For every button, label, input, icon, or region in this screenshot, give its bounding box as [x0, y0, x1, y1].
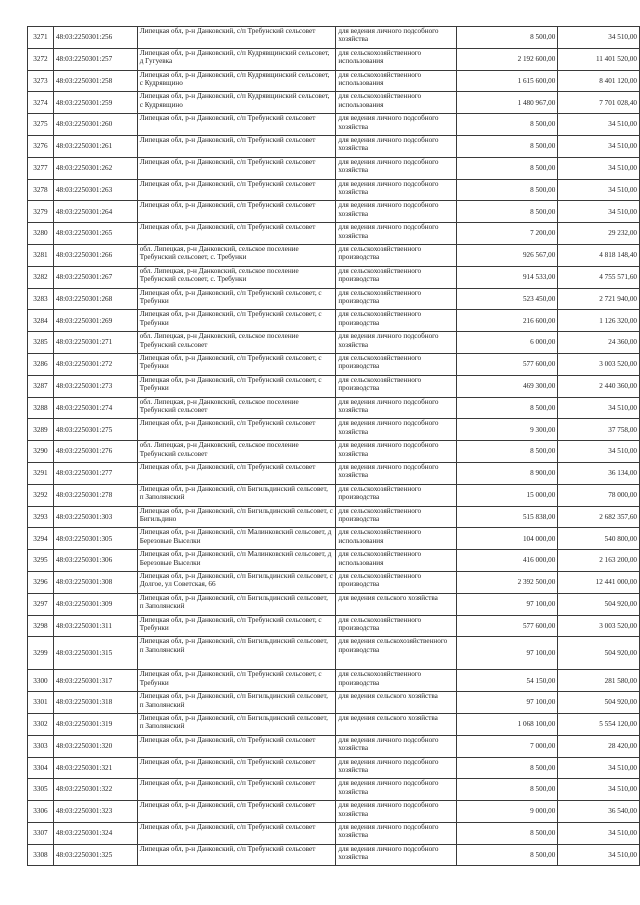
- address-cell: Липецкая обл, р-н Данковский, с/п Требунский сельсовет: [137, 201, 336, 223]
- row-number: 3302: [28, 713, 54, 735]
- area-cell: 7 200,00: [456, 223, 557, 245]
- table-row: [28, 757, 640, 779]
- area-cell: 1 068 100,00: [456, 713, 557, 735]
- address-cell: Липецкая обл, р-н Данковский, с/п Малинковский сельсовет, д Березовые Выселки: [137, 528, 336, 550]
- row-number: 3292: [28, 484, 54, 506]
- cadastral-cost-cell: 4 818 148,40: [558, 244, 640, 266]
- cadastral-cost-cell: 2 721 940,00: [558, 288, 640, 310]
- address-cell: Липецкая обл, р-н Данковский, с/п Требунский сельсовет: [137, 822, 336, 844]
- cadastral-cost-cell: 2 163 200,00: [558, 550, 640, 572]
- permitted-use-cell: для ведения личного подсобного хозяйства: [336, 757, 457, 779]
- cadastral-cost-cell: 7 701 028,40: [558, 92, 640, 114]
- row-number: 3283: [28, 288, 54, 310]
- table-body: [28, 27, 640, 866]
- table-row: [28, 822, 640, 844]
- cadastral-cost-cell: 12 441 000,00: [558, 571, 640, 593]
- table-row: [28, 670, 640, 692]
- table-row: [28, 593, 640, 615]
- permitted-use-cell: для ведения личного подсобного хозяйства: [336, 419, 457, 441]
- permitted-use-cell: для сельскохозяйственного производства: [336, 571, 457, 593]
- area-cell: 8 500,00: [456, 201, 557, 223]
- address-cell: обл. Липецкая, р-н Данковский, сельское поселение Требунский сельсовет: [137, 397, 336, 419]
- permitted-use-cell: для сельскохозяйственного производства: [336, 484, 457, 506]
- row-number: 3281: [28, 244, 54, 266]
- area-cell: 104 000,00: [456, 528, 557, 550]
- address-cell: Липецкая обл, р-н Данковский, с/п Бигильдинский сельсовет, с Долгое, ул Советская, 66: [137, 571, 336, 593]
- permitted-use-cell: для сельскохозяйственного производства: [336, 615, 457, 637]
- cadastral-number: 48:03:2250301:318: [53, 692, 137, 714]
- cadastral-cost-cell: 8 401 120,00: [558, 70, 640, 92]
- cadastral-cost-cell: 28 420,00: [558, 735, 640, 757]
- cadastral-cost-cell: 34 510,00: [558, 114, 640, 136]
- row-number: 3296: [28, 571, 54, 593]
- area-cell: 8 500,00: [456, 757, 557, 779]
- table-row: [28, 332, 640, 354]
- cadastral-number: 48:03:2250301:268: [53, 288, 137, 310]
- cadastral-number: 48:03:2250301:273: [53, 375, 137, 397]
- address-cell: Липецкая обл, р-н Данковский, с/п Требунский сельсовет: [137, 779, 336, 801]
- cadastral-number: 48:03:2250301:303: [53, 506, 137, 528]
- address-cell: Липецкая обл, р-н Данковский, с/п Требунский сельсовет: [137, 801, 336, 823]
- table-row: [28, 70, 640, 92]
- permitted-use-cell: для сельскохозяйственного использования: [336, 528, 457, 550]
- permitted-use-cell: для ведения личного подсобного хозяйства: [336, 735, 457, 757]
- row-number: 3272: [28, 48, 54, 70]
- row-number: 3289: [28, 419, 54, 441]
- table-row: [28, 92, 640, 114]
- area-cell: 416 000,00: [456, 550, 557, 572]
- address-cell: Липецкая обл, р-н Данковский, с/п Требунский сельсовет: [137, 223, 336, 245]
- address-cell: Липецкая обл, р-н Данковский, с/п Требунский сельсовет, с Требунки: [137, 670, 336, 692]
- cadastral-cost-cell: 504 920,00: [558, 692, 640, 714]
- area-cell: 926 567,00: [456, 244, 557, 266]
- table-row: [28, 550, 640, 572]
- permitted-use-cell: для сельскохозяйственного производства: [336, 353, 457, 375]
- row-number: 3308: [28, 844, 54, 866]
- cadastral-number: 48:03:2250301:305: [53, 528, 137, 550]
- cadastral-number: 48:03:2250301:260: [53, 114, 137, 136]
- area-cell: 8 500,00: [456, 157, 557, 179]
- cadastral-cost-cell: 11 401 520,00: [558, 48, 640, 70]
- permitted-use-cell: для ведения личного подсобного хозяйства: [336, 332, 457, 354]
- cadastral-cost-cell: 34 510,00: [558, 397, 640, 419]
- permitted-use-cell: для ведения личного подсобного хозяйства: [336, 223, 457, 245]
- cadastral-number: 48:03:2250301:265: [53, 223, 137, 245]
- table-row: [28, 484, 640, 506]
- permitted-use-cell: для сельскохозяйственного производства: [336, 506, 457, 528]
- cadastral-number: 48:03:2250301:261: [53, 135, 137, 157]
- cadastral-cost-cell: 34 510,00: [558, 441, 640, 463]
- permitted-use-cell: для сельскохозяйственного производства: [336, 670, 457, 692]
- cadastral-number: 48:03:2250301:321: [53, 757, 137, 779]
- area-cell: 469 300,00: [456, 375, 557, 397]
- address-cell: обл. Липецкая, р-н Данковский, сельское поселение Требунский сельсовет: [137, 332, 336, 354]
- cadastral-cost-cell: 34 510,00: [558, 757, 640, 779]
- row-number: 3273: [28, 70, 54, 92]
- cadastral-number: 48:03:2250301:259: [53, 92, 137, 114]
- area-cell: 8 500,00: [456, 822, 557, 844]
- table-row: [28, 310, 640, 332]
- area-cell: 1 615 600,00: [456, 70, 557, 92]
- table-row: [28, 223, 640, 245]
- address-cell: Липецкая обл, р-н Данковский, с/п Требунский сельсовет: [137, 757, 336, 779]
- permitted-use-cell: для ведения личного подсобного хозяйства: [336, 157, 457, 179]
- permitted-use-cell: для ведения сельского хозяйства: [336, 713, 457, 735]
- cadastral-number: 48:03:2250301:324: [53, 822, 137, 844]
- table-row: [28, 114, 640, 136]
- cadastral-number: 48:03:2250301:263: [53, 179, 137, 201]
- cadastral-cost-cell: 504 920,00: [558, 593, 640, 615]
- cadastral-number: 48:03:2250301:271: [53, 332, 137, 354]
- cadastral-cost-cell: 34 510,00: [558, 135, 640, 157]
- cadastral-cost-cell: 34 510,00: [558, 27, 640, 49]
- area-cell: 8 500,00: [456, 441, 557, 463]
- cadastral-number: 48:03:2250301:258: [53, 70, 137, 92]
- area-cell: 15 000,00: [456, 484, 557, 506]
- cadastral-cost-cell: 36 134,00: [558, 462, 640, 484]
- cadastral-cost-cell: 281 580,00: [558, 670, 640, 692]
- permitted-use-cell: для ведения личного подсобного хозяйства: [336, 779, 457, 801]
- cadastral-cost-cell: 34 510,00: [558, 201, 640, 223]
- cadastral-number: 48:03:2250301:269: [53, 310, 137, 332]
- row-number: 3305: [28, 779, 54, 801]
- cadastral-number: 48:03:2250301:325: [53, 844, 137, 866]
- cadastral-number: 48:03:2250301:275: [53, 419, 137, 441]
- address-cell: Липецкая обл, р-н Данковский, с/п Требунский сельсовет, с Требунки: [137, 615, 336, 637]
- cadastral-number: 48:03:2250301:320: [53, 735, 137, 757]
- area-cell: 8 500,00: [456, 179, 557, 201]
- cadastral-cost-cell: 504 920,00: [558, 637, 640, 670]
- cadastral-cost-cell: 29 232,00: [558, 223, 640, 245]
- cadastral-cost-cell: 24 360,00: [558, 332, 640, 354]
- address-cell: Липецкая обл, р-н Данковский, с/п Малинковский сельсовет, д Березовые Выселки: [137, 550, 336, 572]
- address-cell: Липецкая обл, р-н Данковский, с/п Требунский сельсовет, с Требунки: [137, 288, 336, 310]
- row-number: 3299: [28, 637, 54, 670]
- address-cell: Липецкая обл, р-н Данковский, с/п Требунский сельсовет: [137, 135, 336, 157]
- permitted-use-cell: для сельскохозяйственного производства: [336, 266, 457, 288]
- cadastral-number: 48:03:2250301:309: [53, 593, 137, 615]
- table-row: [28, 506, 640, 528]
- area-cell: 2 192 600,00: [456, 48, 557, 70]
- table-row: [28, 375, 640, 397]
- cadastral-number: 48:03:2250301:264: [53, 201, 137, 223]
- row-number: 3279: [28, 201, 54, 223]
- table-row: [28, 266, 640, 288]
- address-cell: Липецкая обл, р-н Данковский, с/п Требунский сельсовет: [137, 114, 336, 136]
- row-number: 3301: [28, 692, 54, 714]
- address-cell: Липецкая обл, р-н Данковский, с/п Требунский сельсовет, с Требунки: [137, 353, 336, 375]
- table-row: [28, 615, 640, 637]
- table-row: [28, 353, 640, 375]
- row-number: 3285: [28, 332, 54, 354]
- permitted-use-cell: для ведения сельского хозяйства: [336, 593, 457, 615]
- address-cell: обл. Липецкая, р-н Данковский, сельское поселение Требунский сельсовет: [137, 441, 336, 463]
- cadastral-cost-cell: 2 682 357,60: [558, 506, 640, 528]
- cadastral-cost-cell: 3 003 520,00: [558, 353, 640, 375]
- cadastral-number: 48:03:2250301:272: [53, 353, 137, 375]
- row-number: 3282: [28, 266, 54, 288]
- row-number: 3286: [28, 353, 54, 375]
- row-number: 3275: [28, 114, 54, 136]
- table-row: [28, 713, 640, 735]
- table-row: [28, 135, 640, 157]
- cadastral-number: 48:03:2250301:278: [53, 484, 137, 506]
- cadastral-number: 48:03:2250301:319: [53, 713, 137, 735]
- cadastral-number: 48:03:2250301:315: [53, 637, 137, 670]
- cadastral-cost-cell: 1 126 320,00: [558, 310, 640, 332]
- row-number: 3295: [28, 550, 54, 572]
- address-cell: Липецкая обл, р-н Данковский, с/п Бигильдинский сельсовет, с Бигильдино: [137, 506, 336, 528]
- permitted-use-cell: для ведения личного подсобного хозяйства: [336, 135, 457, 157]
- area-cell: 9 000,00: [456, 801, 557, 823]
- area-cell: 7 000,00: [456, 735, 557, 757]
- row-number: 3278: [28, 179, 54, 201]
- row-number: 3293: [28, 506, 54, 528]
- permitted-use-cell: для сельскохозяйственного использования: [336, 92, 457, 114]
- cadastral-number: 48:03:2250301:322: [53, 779, 137, 801]
- row-number: 3294: [28, 528, 54, 550]
- row-number: 3306: [28, 801, 54, 823]
- row-number: 3277: [28, 157, 54, 179]
- permitted-use-cell: для ведения личного подсобного хозяйства: [336, 201, 457, 223]
- table-row: [28, 441, 640, 463]
- cadastral-number: 48:03:2250301:266: [53, 244, 137, 266]
- table-row: [28, 397, 640, 419]
- area-cell: 6 000,00: [456, 332, 557, 354]
- address-cell: Липецкая обл, р-н Данковский, с/п Требунский сельсовет: [137, 462, 336, 484]
- cadastral-cost-cell: 34 510,00: [558, 844, 640, 866]
- permitted-use-cell: для ведения личного подсобного хозяйства: [336, 822, 457, 844]
- address-cell: Липецкая обл, р-н Данковский, с/п Требунский сельсовет: [137, 844, 336, 866]
- cadastral-cost-cell: 34 510,00: [558, 157, 640, 179]
- area-cell: 8 500,00: [456, 397, 557, 419]
- row-number: 3290: [28, 441, 54, 463]
- address-cell: Липецкая обл, р-н Данковский, с/п Требунский сельсовет: [137, 157, 336, 179]
- row-number: 3274: [28, 92, 54, 114]
- table-row: [28, 735, 640, 757]
- area-cell: 577 600,00: [456, 353, 557, 375]
- area-cell: 914 533,00: [456, 266, 557, 288]
- address-cell: Липецкая обл, р-н Данковский, с/п Требунский сельсовет, с Требунки: [137, 310, 336, 332]
- permitted-use-cell: для ведения сельскохозяйственного производства: [336, 637, 457, 670]
- permitted-use-cell: для сельскохозяйственного производства: [336, 375, 457, 397]
- cadastral-cost-cell: 36 540,00: [558, 801, 640, 823]
- row-number: 3276: [28, 135, 54, 157]
- area-cell: 2 392 500,00: [456, 571, 557, 593]
- address-cell: Липецкая обл, р-н Данковский, с/п Кудрявщинский сельсовет, с Кудрявщино: [137, 92, 336, 114]
- area-cell: 515 838,00: [456, 506, 557, 528]
- address-cell: Липецкая обл, р-н Данковский, с/п Кудрявщинский сельсовет, с Кудрявщино: [137, 70, 336, 92]
- permitted-use-cell: для ведения личного подсобного хозяйства: [336, 179, 457, 201]
- permitted-use-cell: для сельскохозяйственного производства: [336, 310, 457, 332]
- cadastral-cost-cell: 2 440 360,00: [558, 375, 640, 397]
- table-row: [28, 779, 640, 801]
- row-number: 3300: [28, 670, 54, 692]
- row-number: 3284: [28, 310, 54, 332]
- permitted-use-cell: для сельскохозяйственного использования: [336, 48, 457, 70]
- cadastral-number: 48:03:2250301:257: [53, 48, 137, 70]
- address-cell: обл. Липецкая, р-н Данковский, сельское поселение Требунский сельсовет, с. Требунки: [137, 266, 336, 288]
- table-row: [28, 692, 640, 714]
- area-cell: 8 500,00: [456, 114, 557, 136]
- area-cell: 523 450,00: [456, 288, 557, 310]
- cadastral-number: 48:03:2250301:306: [53, 550, 137, 572]
- permitted-use-cell: для сельскохозяйственного производства: [336, 288, 457, 310]
- address-cell: Липецкая обл, р-н Данковский, с/п Требунский сельсовет: [137, 27, 336, 49]
- cadastral-cost-cell: 78 000,00: [558, 484, 640, 506]
- address-cell: Липецкая обл, р-н Данковский, с/п Требунский сельсовет: [137, 419, 336, 441]
- cadastral-cost-cell: 34 510,00: [558, 822, 640, 844]
- permitted-use-cell: для сельскохозяйственного использования: [336, 70, 457, 92]
- table-row: [28, 179, 640, 201]
- area-cell: 97 100,00: [456, 637, 557, 670]
- table-row: [28, 201, 640, 223]
- table-row: [28, 571, 640, 593]
- cadastral-cost-cell: 34 510,00: [558, 179, 640, 201]
- table-row: [28, 48, 640, 70]
- area-cell: 9 300,00: [456, 419, 557, 441]
- address-cell: Липецкая обл, р-н Данковский, с/п Бигильдинский сельсовет, п Заполянский: [137, 637, 336, 670]
- row-number: 3298: [28, 615, 54, 637]
- row-number: 3288: [28, 397, 54, 419]
- row-number: 3303: [28, 735, 54, 757]
- cadastral-number: 48:03:2250301:311: [53, 615, 137, 637]
- area-cell: 54 150,00: [456, 670, 557, 692]
- address-cell: Липецкая обл, р-н Данковский, с/п Кудрявщинский сельсовет, д Гугуевка: [137, 48, 336, 70]
- permitted-use-cell: для ведения личного подсобного хозяйства: [336, 462, 457, 484]
- permitted-use-cell: для ведения личного подсобного хозяйства: [336, 801, 457, 823]
- permitted-use-cell: для ведения личного подсобного хозяйства: [336, 844, 457, 866]
- area-cell: 8 500,00: [456, 135, 557, 157]
- area-cell: 97 100,00: [456, 692, 557, 714]
- cadastral-cost-cell: 34 510,00: [558, 779, 640, 801]
- table-row: [28, 801, 640, 823]
- cadastral-number: 48:03:2250301:256: [53, 27, 137, 49]
- cadastral-cost-cell: 540 800,00: [558, 528, 640, 550]
- table-row: [28, 157, 640, 179]
- cadastral-cost-cell: 4 755 571,60: [558, 266, 640, 288]
- permitted-use-cell: для ведения личного подсобного хозяйства: [336, 27, 457, 49]
- area-cell: 8 900,00: [456, 462, 557, 484]
- address-cell: Липецкая обл, р-н Данковский, с/п Требунский сельсовет: [137, 735, 336, 757]
- permitted-use-cell: для сельскохозяйственного использования: [336, 550, 457, 572]
- address-cell: Липецкая обл, р-н Данковский, с/п Требунский сельсовет, с Требунки: [137, 375, 336, 397]
- cadastral-number: 48:03:2250301:267: [53, 266, 137, 288]
- cadastral-number: 48:03:2250301:262: [53, 157, 137, 179]
- table-row: [28, 462, 640, 484]
- address-cell: Липецкая обл, р-н Данковский, с/п Бигильдинский сельсовет, п Заполянский: [137, 593, 336, 615]
- table-row: [28, 288, 640, 310]
- table-row: [28, 637, 640, 670]
- area-cell: 577 600,00: [456, 615, 557, 637]
- row-number: 3271: [28, 27, 54, 49]
- row-number: 3280: [28, 223, 54, 245]
- table-row: [28, 27, 640, 49]
- cadastral-number: 48:03:2250301:277: [53, 462, 137, 484]
- area-cell: 1 480 967,00: [456, 92, 557, 114]
- cadastral-number: 48:03:2250301:276: [53, 441, 137, 463]
- address-cell: обл. Липецкая, р-н Данковский, сельское поселение Требунский сельсовет, с. Требунки: [137, 244, 336, 266]
- permitted-use-cell: для сельскохозяйственного производства: [336, 244, 457, 266]
- row-number: 3287: [28, 375, 54, 397]
- address-cell: Липецкая обл, р-н Данковский, с/п Требунский сельсовет: [137, 179, 336, 201]
- row-number: 3291: [28, 462, 54, 484]
- permitted-use-cell: для ведения личного подсобного хозяйства: [336, 114, 457, 136]
- cadastral-cost-cell: 37 758,00: [558, 419, 640, 441]
- area-cell: 8 500,00: [456, 844, 557, 866]
- permitted-use-cell: для ведения личного подсобного хозяйства: [336, 441, 457, 463]
- row-number: 3297: [28, 593, 54, 615]
- address-cell: Липецкая обл, р-н Данковский, с/п Бигильдинский сельсовет, п Заполянский: [137, 713, 336, 735]
- area-cell: 97 100,00: [456, 593, 557, 615]
- area-cell: 216 600,00: [456, 310, 557, 332]
- area-cell: 8 500,00: [456, 27, 557, 49]
- address-cell: Липецкая обл, р-н Данковский, с/п Бигильдинский сельсовет, п Заполянский: [137, 484, 336, 506]
- cadastral-number: 48:03:2250301:317: [53, 670, 137, 692]
- address-cell: Липецкая обл, р-н Данковский, с/п Бигильдинский сельсовет, п Заполянский: [137, 692, 336, 714]
- land-parcel-table: [27, 26, 640, 866]
- table-row: [28, 528, 640, 550]
- table-row: [28, 244, 640, 266]
- cadastral-number: 48:03:2250301:308: [53, 571, 137, 593]
- row-number: 3307: [28, 822, 54, 844]
- permitted-use-cell: для ведения личного подсобного хозяйства: [336, 397, 457, 419]
- cadastral-number: 48:03:2250301:323: [53, 801, 137, 823]
- cadastral-cost-cell: 5 554 120,00: [558, 713, 640, 735]
- table-row: [28, 419, 640, 441]
- row-number: 3304: [28, 757, 54, 779]
- cadastral-number: 48:03:2250301:274: [53, 397, 137, 419]
- table-row: [28, 844, 640, 866]
- permitted-use-cell: для ведения сельского хозяйства: [336, 692, 457, 714]
- area-cell: 8 500,00: [456, 779, 557, 801]
- cadastral-cost-cell: 3 003 520,00: [558, 615, 640, 637]
